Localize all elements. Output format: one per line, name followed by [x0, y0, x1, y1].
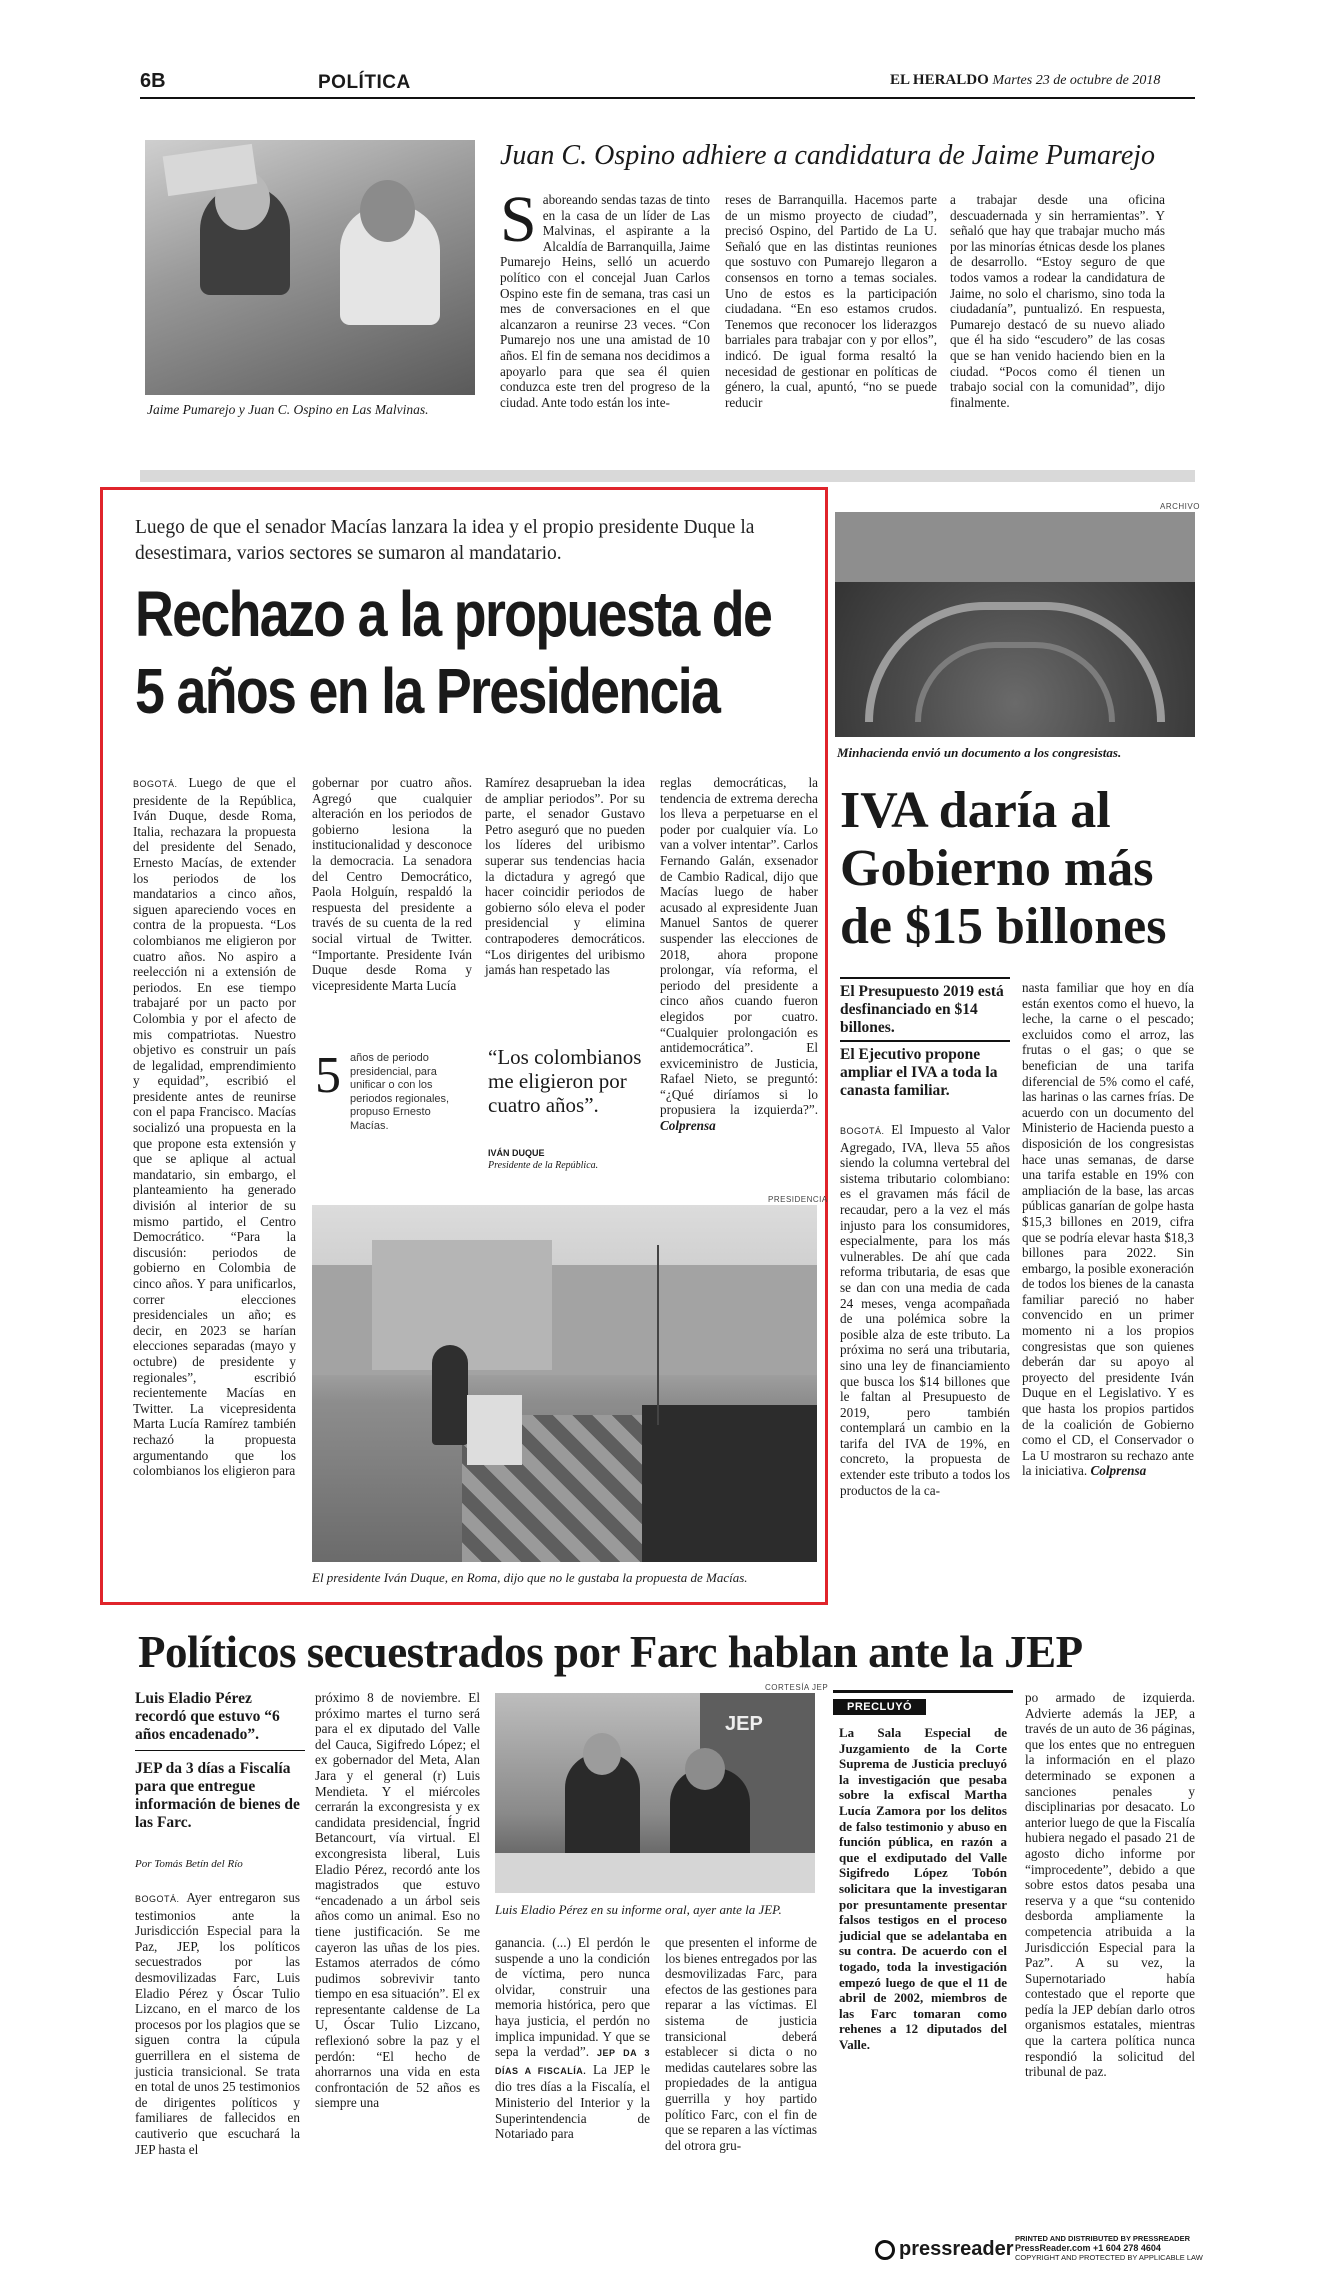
story4-headline: Políticos secuestrados por Farc hablan ante la JEP: [138, 1627, 1083, 1677]
pressreader-line3: COPYRIGHT AND PROTECTED BY APPLICABLE LAW: [1015, 2253, 1203, 2262]
story3-deck1: El Presupuesto 2019 está desfinanciado en $14 billones.: [840, 983, 1004, 1036]
story4-col3-sub: JEP DA 3 DÍAS A FISCALÍA.: [495, 2048, 650, 2076]
story2-col1-text: Luego de que el presidente de la República, Iván Duque, desde Roma, Italia, rechazara la propuesta del presidente del Senado, Ernesto Macías, de extender los periodos de los mandatarios a cinco años, siguen apareciendo voces en contra de la propuesta. “Los colombianos me eligieron por cuatro años. No aspiro a reelección ni a extensión de periodos. En ese tiempo trabajaré por un pacto por Colombia y por el afecto de mis compatriotas. Nuestro objetivo es construir un país de legalidad, emprendimiento y equidad”, escribió el presidente antes de reunirse con el papa Francisco. Macías socializó una propuesta en la que propone esta extensión y que se aplique al actual mandatario, sin embargo, el planteamiento ha generado división al interior de su mismo partido, el Centro Democrático. “Para la discusión: periodos de gobierno en Colombia de cinco años. Y para unificarlos, correr elecciones presidenciales un año; es decir, en 2023 se harían elecciones separadas (mayo y octubre) de presidente y regionales”, escribió recientemente Macías en Twitter. La vicepresidenta Marta Lucía Ramírez también rechazó la propuesta argumentando que los colombianos los eligieron para: [133, 775, 296, 1479]
story4-deck2: JEP da 3 días a Fiscalía para que entregue información de bienes de las Farc.: [135, 1760, 300, 1831]
quote-author: IVÁN DUQUE: [488, 1148, 545, 1158]
story1-col2: reses de Barranquilla. Hacemos parte de un mismo proyecto de ciudad”, precisó Ospino, del Partido de La U. Señaló que en las distintas reuniones que sostuvo con Pumarejo llegaron a consensos en torno a temas sociales. Uno de estos es la participación ciudadana. “En eso estamos crudos. Tenemos que reconocer los liderazgos barriales para trabajar con y por ellos”, indicó. De igual forma resaltó la necesidad de gestionar en políticas de género, la cual, apuntó, “no se puede reducir: [725, 192, 937, 410]
story4-col2: próximo 8 de noviembre. El próximo martes el turno será para el ex diputado del Valle del Cauca, Sigifredo López; el ex gobernador del Meta, Alan Jara y el general (r) Luis Mendieta. Y el miércoles cerrarán la excongresista y ex candidata presidencial, Íngrid Betancourt, vía virtual. El excongresista liberal, Luis Eladio Pérez, recordó ante los magistrados que estuvo “encadenado a un árbol seis años como un animal. Eso no tiene justificación. Se me cayeron las uñas de los pies. Estamos aterrados de cómo pudimos sobrevivir tanto tiempo en esa situación”. El ex representante caldense de La U, Óscar Tulio Lizcano, reflexionó sobre la paz y el perdón: “El hecho de ahorrarnos una vida en esta confrontación de 52 años es siempre una: [315, 1690, 480, 2111]
pressreader-info: [1015, 2234, 1203, 2263]
story4-col5: po armado de izquierda. Advierte además la JEP, a través de un auto de 36 páginas, que los entes que no entreguen la información en el plazo determinado se exponen a sanciones penales y disciplinarias por desacato. Lo anterior luego de que la Fiscalía hubiera negado el pasado 21 de agosto dicho informe por “improcedente”, debido a que sobre estos datos pesaba una reserva y a que “su contenido desborda ampliamente la competencia atribuida a la Jurisdicción Especial para la Paz”. A su vez, la Supernotariado había contestado que el reporte que pedía la JEP debían darlo otros organismos estatales, mientras que la cartera política nunca respondió la solicitud del tribunal de paz.: [1025, 1690, 1195, 2080]
story4-col1-text: Ayer entregaron sus testimonios ante la Jurisdicción Especial para la Paz, JEP, los políticos secuestrados por las desmovilizadas Farc, Luis Eladio Pérez y Óscar Tulio Lizcano, en el marco de los procesos por los plagios que se siguen contra la cúpula guerrillera en el sistema de justicia transicional. Se trata en total de unos 25 testimonios de dirigentes políticos y familiares de fallecidos en cautiverio que escuchará la JEP hasta el: [135, 1890, 301, 2157]
date: Martes 23 de octubre de 2018: [992, 73, 1161, 88]
story1-col3: a trabajar desde una oficina descuadernada y sin herramientas”. Y señaló que hay que trabajar mucho más por las minorías étnicas desde los planes de desarrollo. “Estoy seguro de que todos vamos a rodear la candidatura de Jaime, no solo el charismo, sino toda la ciudadanía”, puntualizó. En respuesta, Pumarejo destacó de su nuevo aliado que él ha sido “escudero” de las cosas que se han venido haciendo bien en la ciudad. “Pocos como él tienen un trabajo social con la comunidad”, dijo finalmente.: [950, 192, 1165, 410]
section-name: POLÍTICA: [318, 72, 411, 93]
story3-col1-text: El Impuesto al Valor Agregado, IVA, lleva 55 años siendo la columna vertebral del sistema tributario colombiano: es el gravamen más fácil de recaudar, pero a la vez el más injusto para los consumidores, especialmente, para los más vulnerables. De ahí que cada reforma tributaria, de esas que se dan con una media de cada 24 meses, venga acompañada de una polémica sobre la posible alza de este tributo. La próxima no será una tributaria, sino una ley de financiamiento que busca los $14 billones que le faltan al Presupuesto de 2019, pero también contemplará un cambio en la tarifa del IVA de 19%, en concreto, la propuesta de extender este tributo a todos los productos de la ca-: [840, 1122, 1011, 1498]
pull-quote: “Los colombianos me eligieron por cuatro años”.: [488, 1045, 642, 1117]
story3-headline-line1: IVA daría al: [840, 782, 1111, 839]
story4-photo-caption: Luis Eladio Pérez en su informe oral, ayer ante la JEP.: [495, 1902, 782, 1917]
pressreader-brand: pressreader: [899, 2238, 1014, 2260]
masthead: [890, 72, 1160, 89]
story2-headline-line2: 5 años en la Presidencia: [135, 655, 720, 727]
story1-photo: [145, 140, 475, 395]
story2-photo: [312, 1205, 817, 1562]
story4-col4: que presenten el informe de los bienes entregados por las desmovilizadas Farc, para efectos de las gestiones para reparar a las víctimas. El sistema de justicia transicional deberá establecer si dicta o no medidas cautelares sobre las propiedades de la antigua guerrilla y hoy partido político Farc, con el fin de que se reparen a las víctimas del otrora gru-: [665, 1935, 817, 2153]
story2-photo-credit: PRESIDENCIA: [768, 1195, 828, 1204]
fact-text: años de periodo presidencial, para unificar o con los periodos regionales, propuso Ernesto Macías.: [350, 1052, 450, 1132]
story3-col1: [840, 1122, 1010, 1498]
story2-col2: gobernar por cuatro años. Agregó que cualquier alteración en los periodos de gobierno lesiona la institucionalidad y desconoce la democracia. La senadora del Centro Democrático, Paola Holguín, respaldó la respuesta del presidente a través de su cuenta de la red social virtual de Twitter. “Importante. Presidente Iván Duque desde Roma y vicepresidente Marta Lucía: [312, 775, 472, 993]
pressreader-line1: PRINTED AND DISTRIBUTED BY PRESSREADER: [1015, 2234, 1191, 2243]
fact-number: 5: [315, 1047, 341, 1104]
story4-city: BOGOTÁ.: [135, 1894, 180, 1904]
story3-deck-rule1: [840, 977, 1010, 979]
pressreader-logo: [875, 2238, 1014, 2261]
paper-name: EL HERALDO: [890, 72, 989, 88]
precluyo-label: PRECLUYÓ: [833, 1699, 926, 1715]
story4-deck1: Luis Eladio Pérez recordó que estuvo “6 años encadenado”.: [135, 1690, 280, 1743]
story3-headline-line3: de $15 billones: [840, 898, 1167, 955]
story2-col4-sign: Colprensa: [660, 1118, 716, 1134]
header-rule: [140, 97, 1195, 99]
story2-headline-line1: Rechazo a la propuesta de: [135, 578, 772, 650]
pressreader-icon: [875, 2240, 895, 2260]
story2-col4-text: reglas democráticas, la tendencia de extrema derecha los lleva a perpetuarse en el poder por cualquier vía. Lo van a volver intentar”. Carlos Fernando Galán, exsenador de Cambio Radical, dijo que Macías luego de haber acusado al expresidente Juan Manuel Santos de querer suspender las elecciones de 2018, ahora propone prolongar, vía reforma, el periodo del presidente a cinco años cuando fueron elegidos por cuatro. “Cualquier prolongación es antidemocrática”. El exviceministro de Justicia, Rafael Nieto, se preguntó: “¿Qué diríamos si lo propusiera la izquierda?”.: [660, 775, 818, 1118]
story1-headline: Juan C. Ospino adhiere a candidatura de Jaime Pumarejo: [500, 140, 1156, 171]
story2-photo-caption: El presidente Iván Duque, en Roma, dijo que no le gustaba la propuesta de Macías.: [312, 1570, 748, 1585]
section-divider: [140, 470, 1195, 482]
story4-photo: JEP: [495, 1693, 815, 1893]
story2-col3: Ramírez desaprueban la idea de ampliar periodos”. Por su parte, el senador Gustavo Petro aseguró que no pueden los líderes del uribismo superar sus tendencias hacia la dictadura y agregó que hacer coincidir periodos de gobierno sólo eleva el poder presidencial y elimina contrapoderes democráticos. “Los dirigentes del uribismo jamás han respetado las: [485, 775, 645, 978]
story2-city: BOGOTÁ.: [133, 779, 178, 789]
story2-col1: [133, 775, 296, 1479]
story2-col4: [660, 775, 818, 1134]
story4-deck-rule: [135, 1750, 305, 1751]
story1-photo-caption: Jaime Pumarejo y Juan C. Ospino en Las Malvinas.: [147, 402, 429, 417]
story3-photo-caption: Minhacienda envió un documento a los congresistas.: [837, 745, 1122, 760]
story4-col3: [495, 1935, 650, 2142]
story2-kicker: Luego de que el senador Macías lanzara la idea y el propio presidente Duque la desestimara, varios sectores se sumaron al mandatario.: [135, 517, 755, 564]
precluyo-box: [833, 1690, 1013, 2120]
story3-headline-line2: Gobierno más: [840, 840, 1154, 897]
story3-col2-text: nasta familiar que hoy en día están exentos como el huevo, la leche, la carne o el pescado; excluidos como el arroz, las frutas o el gas; o que se benefician de una tarifa diferencial de 5% como el café, las harinas o las carnes frías. De acuerdo con un documento del Ministerio de Hacienda puesto a disposición de los congresistas hace unas semanas, de darse una tarifa estable en 19% con ampliación de la base, las arcas públicas ganarían de golpe hasta $15,3 billones en 2019, cifra que se podría elevar hasta $18,3 billones para 2022. Sin embargo, la posible exoneración de todos los bienes de la canasta familiar pareció no haber convencido en un primer momento ni a los propios congresistas que son quienes deberán dar su apoyo al proyecto del presidente Iván Duque en el Legislativo. Y es que hasta los propios partidos de la coalición de Gobierno como el CD, el Conservador o La U mostraron su rechazo ante la iniciativa.: [1022, 980, 1194, 1479]
story4-byline: Por Tomás Betín del Río: [135, 1858, 243, 1870]
story4-col3b-text: La JEP le dio tres días a la Fiscalía, el Ministerio del Interior y la Superintendencia de Notariado para: [495, 2061, 651, 2142]
pressreader-line2: PressReader.com +1 604 278 4604: [1015, 2242, 1161, 2253]
precluyo-text: La Sala Especial de Juzgamiento de la Corte Suprema de Justicia precluyó la investigación que pesaba sobre la exfiscal Martha Lucía Zamora por los delitos de falso testimonio y abuso en función pública, en razón a que el exdiputado del Valle Sigifredo López Tobón solicitara que la investigaran por presuntamente presentar falsos testigos en el proceso judicial que se adelantaba en su contra. De acuerdo con el togado, toda la investigación empezó luego de que el 11 de abril de 2002, miembros de las Farc tomaran como rehenes a 12 diputados del Valle.: [839, 1725, 1007, 2052]
story4-col3-text: ganancia. (...) El perdón le suspende a uno la condición de víctima, pero nunca olvidar, construir una memoria histórica, pero que haya justicia, el perdón no implica impunidad. Y que se sepa la verdad”.: [495, 1935, 650, 2060]
story3-deck2: El Ejecutivo propone ampliar el IVA a toda la canasta familiar.: [840, 1046, 998, 1099]
story4-photo-credit: CORTESÍA JEP: [765, 1683, 829, 1692]
story1-col1: [500, 183, 710, 410]
story3-col2-sign: Colprensa: [1090, 1463, 1147, 1479]
story4-col1: [135, 1890, 300, 2157]
story3-col2: [1022, 980, 1194, 1479]
story3-deck-rule2: [840, 1040, 1010, 1042]
story3-city: BOGOTÁ.: [840, 1126, 885, 1136]
quote-role: Presidente de la República.: [488, 1160, 599, 1171]
story3-photo: [835, 512, 1195, 737]
story3-photo-credit: ARCHIVO: [1160, 502, 1200, 511]
page-number: 6B: [140, 70, 166, 92]
story1-col1-text: aboreando sendas tazas de tinto en la casa de un líder de Las Malvinas, el aspirante a la Alcaldía de Barranquilla, Jaime Pumarejo Heins, selló un acuerdo político con el concejal Juan Carlos Ospino este fin de semana, tras casi un mes de conversaciones en el que alcanzaron a reunirse 23 veces. “Con Pumarejo nos une una amistad de 10 años. El fin de semana nos decidimos a apoyarlo para que sea él quien conduzca este tren del progreso de la ciudad. Ante todo están los inte-: [500, 192, 710, 410]
drop-cap: S: [500, 183, 537, 256]
